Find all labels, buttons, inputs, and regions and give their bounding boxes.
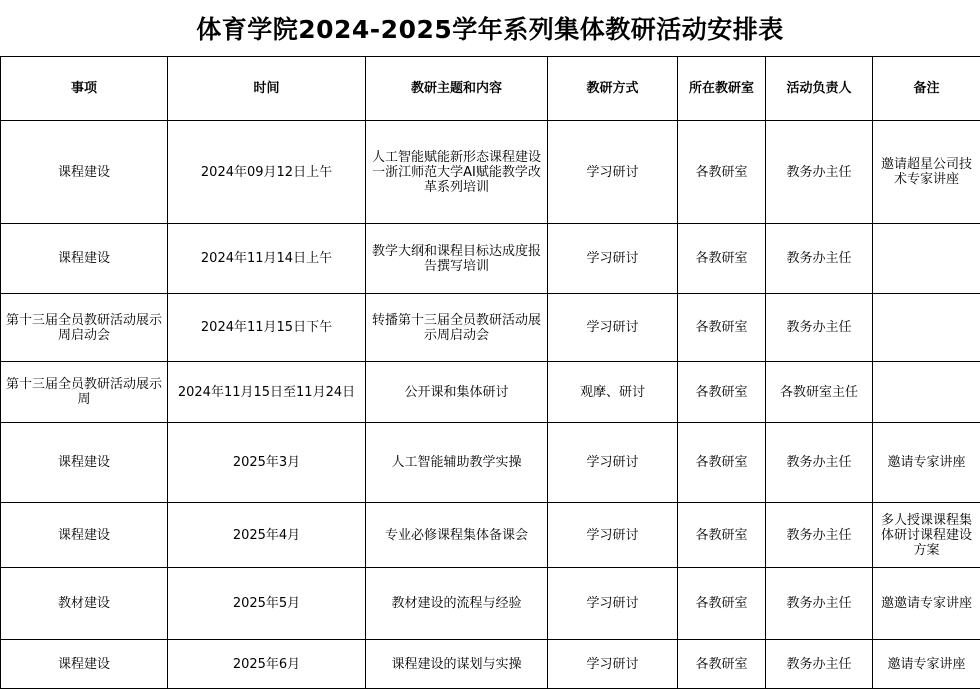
cell-item: 第十三届全员教研活动展示周 xyxy=(1,362,168,423)
cell-note xyxy=(873,294,980,362)
table-row xyxy=(1,503,980,568)
page-title: 体育学院2024-2025学年系列集体教研活动安排表 xyxy=(0,0,980,57)
cell-room: 各教研室 xyxy=(678,294,766,362)
cell-note: 邀请超星公司技术专家讲座 xyxy=(873,121,980,224)
cell-room: 各教研室 xyxy=(678,224,766,294)
cell-method: 学习研讨 xyxy=(548,224,678,294)
column-header-leader: 活动负责人 xyxy=(766,57,873,121)
cell-leader: 教务办主任 xyxy=(766,503,873,568)
cell-room: 各教研室 xyxy=(678,121,766,224)
table-row xyxy=(1,362,980,423)
cell-time: 2025年5月 xyxy=(168,568,366,640)
cell-time: 2024年11月15日至11月24日 xyxy=(168,362,366,423)
cell-note: 邀请专家讲座 xyxy=(873,423,980,503)
cell-note xyxy=(873,224,980,294)
cell-item: 课程建设 xyxy=(1,640,168,689)
cell-item: 第十三届全员教研活动展示周启动会 xyxy=(1,294,168,362)
cell-item: 课程建设 xyxy=(1,503,168,568)
cell-leader: 教务办主任 xyxy=(766,640,873,689)
table-row xyxy=(1,121,980,224)
cell-note: 邀邀请专家讲座 xyxy=(873,568,980,640)
cell-room: 各教研室 xyxy=(678,503,766,568)
cell-room: 各教研室 xyxy=(678,362,766,423)
cell-topic: 教学大纲和课程目标达成度报告撰写培训 xyxy=(366,224,548,294)
cell-time: 2025年4月 xyxy=(168,503,366,568)
cell-time: 2025年3月 xyxy=(168,423,366,503)
cell-method: 学习研讨 xyxy=(548,568,678,640)
cell-room: 各教研室 xyxy=(678,423,766,503)
cell-topic: 公开课和集体研讨 xyxy=(366,362,548,423)
cell-item: 课程建设 xyxy=(1,224,168,294)
cell-time: 2024年11月14日上午 xyxy=(168,224,366,294)
cell-item: 课程建设 xyxy=(1,423,168,503)
cell-method: 学习研讨 xyxy=(548,294,678,362)
table-row xyxy=(1,568,980,640)
cell-method: 学习研讨 xyxy=(548,423,678,503)
table-row xyxy=(1,423,980,503)
cell-method: 学习研讨 xyxy=(548,640,678,689)
cell-topic: 转播第十三届全员教研活动展示周启动会 xyxy=(366,294,548,362)
cell-leader: 教务办主任 xyxy=(766,568,873,640)
cell-topic: 人工智能辅助教学实操 xyxy=(366,423,548,503)
cell-topic: 课程建设的谋划与实操 xyxy=(366,640,548,689)
cell-leader: 各教研室主任 xyxy=(766,362,873,423)
column-header-topic: 教研主题和内容 xyxy=(366,57,548,121)
cell-leader: 教务办主任 xyxy=(766,224,873,294)
cell-topic: 人工智能赋能新形态课程建设一浙江师范大学AI赋能教学改革系列培训 xyxy=(366,121,548,224)
column-header-note: 备注 xyxy=(873,57,980,121)
schedule-table xyxy=(0,56,980,689)
table-row xyxy=(1,224,980,294)
cell-room: 各教研室 xyxy=(678,568,766,640)
table-row xyxy=(1,640,980,689)
cell-note: 多人授课课程集体研讨课程建设方案 xyxy=(873,503,980,568)
cell-leader: 教务办主任 xyxy=(766,294,873,362)
cell-item: 课程建设 xyxy=(1,121,168,224)
cell-method: 学习研讨 xyxy=(548,503,678,568)
cell-room: 各教研室 xyxy=(678,640,766,689)
column-header-room: 所在教研室 xyxy=(678,57,766,121)
column-header-time: 时间 xyxy=(168,57,366,121)
cell-topic: 专业必修课程集体备课会 xyxy=(366,503,548,568)
header-row xyxy=(1,57,980,121)
cell-time: 2025年6月 xyxy=(168,640,366,689)
cell-item: 教材建设 xyxy=(1,568,168,640)
cell-leader: 教务办主任 xyxy=(766,423,873,503)
cell-leader: 教务办主任 xyxy=(766,121,873,224)
column-header-item: 事项 xyxy=(1,57,168,121)
cell-method: 学习研讨 xyxy=(548,121,678,224)
cell-time: 2024年11月15日下午 xyxy=(168,294,366,362)
cell-topic: 教材建设的流程与经验 xyxy=(366,568,548,640)
cell-note: 邀请专家讲座 xyxy=(873,640,980,689)
table-row xyxy=(1,294,980,362)
column-header-method: 教研方式 xyxy=(548,57,678,121)
cell-method: 观摩、研讨 xyxy=(548,362,678,423)
cell-note xyxy=(873,362,980,423)
cell-time: 2024年09月12日上午 xyxy=(168,121,366,224)
